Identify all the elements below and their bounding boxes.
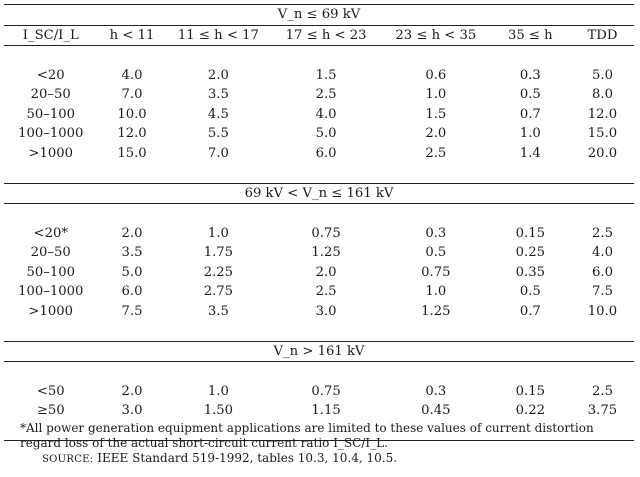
value-cell: 12.0: [587, 106, 618, 122]
value-cell: 1.0: [207, 225, 229, 241]
table-row: [4, 382, 634, 402]
value-cell: 0.75: [421, 264, 451, 280]
value-cell: 2.0: [425, 126, 447, 141]
value-cell: 12.0: [117, 126, 147, 141]
table-body: [4, 5, 634, 441]
ratio-cell: 50–100: [26, 264, 75, 280]
spacer-cell: [4, 321, 634, 341]
section-title: V_n > 161 kV: [4, 341, 634, 362]
value-cell: 5.5: [207, 126, 229, 141]
value-cell: 10.0: [587, 303, 618, 319]
spacer-cell: [4, 46, 634, 66]
value-cell: 10.0: [117, 106, 147, 122]
value-cell: 1.0: [207, 383, 229, 399]
value-cell: 5.0: [121, 264, 143, 280]
value-cell: 1.0: [425, 87, 447, 102]
spacer-cell: [4, 204, 634, 224]
value-cell: 3.0: [315, 303, 337, 319]
value-cell: 0.5: [519, 87, 541, 102]
ratio-cell: 100–1000: [18, 284, 84, 299]
column-header: 23 ≤ h < 35: [382, 25, 490, 46]
ratio-cell: 20–50: [30, 245, 71, 260]
column-header: 17 ≤ h < 23: [270, 25, 382, 46]
value-cell: 0.15: [515, 383, 545, 399]
value-cell: 0.7: [519, 303, 541, 319]
value-cell: 20.0: [587, 145, 618, 161]
value-cell: 0.45: [421, 403, 451, 418]
value-cell: 4.0: [121, 67, 143, 83]
value-cell: 3.75: [587, 403, 618, 418]
ratio-cell: 50–100: [26, 106, 75, 122]
column-header: h < 11: [97, 25, 166, 46]
source-line: [42, 451, 397, 467]
value-cell: 2.0: [207, 67, 229, 83]
value-cell: 2.0: [315, 264, 337, 280]
column-header: I_SC/I_L: [4, 25, 97, 46]
value-cell: 0.75: [311, 383, 341, 399]
section-title-row: [4, 5, 634, 26]
value-cell: 4.5: [207, 106, 229, 122]
section-title: V_n ≤ 69 kV: [4, 5, 634, 26]
value-cell: 7.5: [591, 284, 613, 299]
value-cell: 7.0: [121, 87, 143, 102]
ratio-cell: 20–50: [30, 87, 71, 102]
value-cell: 0.7: [519, 106, 541, 122]
table-row: [4, 85, 634, 105]
value-cell: 5.0: [315, 126, 337, 141]
row-spacer: [4, 321, 634, 341]
value-cell: 2.75: [203, 284, 234, 299]
value-cell: 0.3: [519, 67, 541, 83]
value-cell: 1.50: [203, 403, 234, 418]
table-row: [4, 263, 634, 283]
value-cell: 2.5: [425, 145, 447, 161]
source-label: SOURCE:: [42, 454, 94, 465]
column-header: TDD: [571, 25, 634, 46]
value-cell: 15.0: [117, 145, 147, 161]
table-row: [4, 224, 634, 244]
value-cell: 0.15: [515, 225, 545, 241]
column-header: 35 ≤ h: [490, 25, 571, 46]
value-cell: 2.5: [315, 87, 337, 102]
value-cell: 1.25: [421, 303, 451, 319]
ratio-cell: ≥50: [36, 403, 65, 418]
column-header-row: [4, 25, 634, 46]
value-cell: 6.0: [121, 284, 143, 299]
value-cell: 2.25: [203, 264, 234, 280]
table-row: [4, 282, 634, 302]
harmonic-limits-table: [4, 4, 634, 441]
table-row: [4, 243, 634, 263]
value-cell: 3.5: [207, 87, 229, 102]
value-cell: 5.0: [591, 67, 613, 83]
row-spacer: [4, 46, 634, 66]
value-cell: 3.5: [207, 303, 229, 319]
value-cell: 2.5: [591, 383, 613, 399]
value-cell: 2.0: [121, 225, 143, 241]
ratio-cell: >1000: [28, 145, 74, 161]
source-text: IEEE Standard 519-1992, tables 10.3, 10.4, 10.5.: [97, 451, 398, 465]
value-cell: 3.5: [121, 245, 143, 260]
value-cell: 4.0: [315, 106, 337, 122]
value-cell: 1.75: [203, 245, 234, 260]
table-row: [4, 66, 634, 86]
value-cell: 3.0: [121, 403, 143, 418]
value-cell: 6.0: [315, 145, 337, 161]
value-cell: 0.3: [425, 225, 447, 241]
row-spacer: [4, 362, 634, 382]
value-cell: 1.15: [311, 403, 341, 418]
value-cell: 0.25: [515, 245, 545, 260]
value-cell: 15.0: [587, 126, 618, 141]
row-spacer: [4, 204, 634, 224]
value-cell: 1.0: [519, 126, 541, 141]
value-cell: 2.5: [315, 284, 337, 299]
table-row: [4, 401, 634, 421]
value-cell: 0.75: [311, 225, 341, 241]
value-cell: 2.5: [591, 225, 613, 241]
value-cell: 1.25: [311, 245, 341, 260]
spacer-cell: [4, 163, 634, 183]
value-cell: 8.0: [591, 87, 613, 102]
value-cell: 0.35: [515, 264, 545, 280]
section-title: 69 kV < V_n ≤ 161 kV: [4, 183, 634, 204]
table-row: [4, 124, 634, 144]
row-spacer: [4, 163, 634, 183]
value-cell: 1.5: [425, 106, 447, 122]
ratio-cell: <20*: [33, 225, 68, 241]
ratio-cell: <50: [36, 383, 65, 399]
section-title-row: [4, 341, 634, 362]
ratio-cell: 100–1000: [18, 126, 84, 141]
value-cell: 4.0: [591, 245, 613, 260]
table-row: [4, 302, 634, 322]
footnote-text: *All power generation equipment applications are limited to these values of current distortion regard loss of the actual short-circuit current ratio I_SC/I_L.: [20, 421, 594, 450]
value-cell: 1.4: [519, 145, 541, 161]
value-cell: 1.0: [425, 284, 447, 299]
value-cell: 1.5: [315, 67, 337, 83]
value-cell: 7.0: [207, 145, 229, 161]
ratio-cell: <20: [36, 67, 65, 83]
value-cell: 0.5: [519, 284, 541, 299]
column-header: 11 ≤ h < 17: [167, 25, 271, 46]
value-cell: 6.0: [591, 264, 613, 280]
value-cell: 0.3: [425, 383, 447, 399]
footnote: [20, 421, 634, 451]
value-cell: 7.5: [121, 303, 143, 319]
value-cell: 0.22: [515, 403, 545, 418]
value-cell: 0.5: [425, 245, 447, 260]
section-title-row: [4, 183, 634, 204]
table-row: [4, 105, 634, 125]
value-cell: 0.6: [425, 67, 447, 83]
spacer-cell: [4, 362, 634, 382]
value-cell: 2.0: [121, 383, 143, 399]
ratio-cell: >1000: [28, 303, 74, 319]
table-row: [4, 144, 634, 164]
